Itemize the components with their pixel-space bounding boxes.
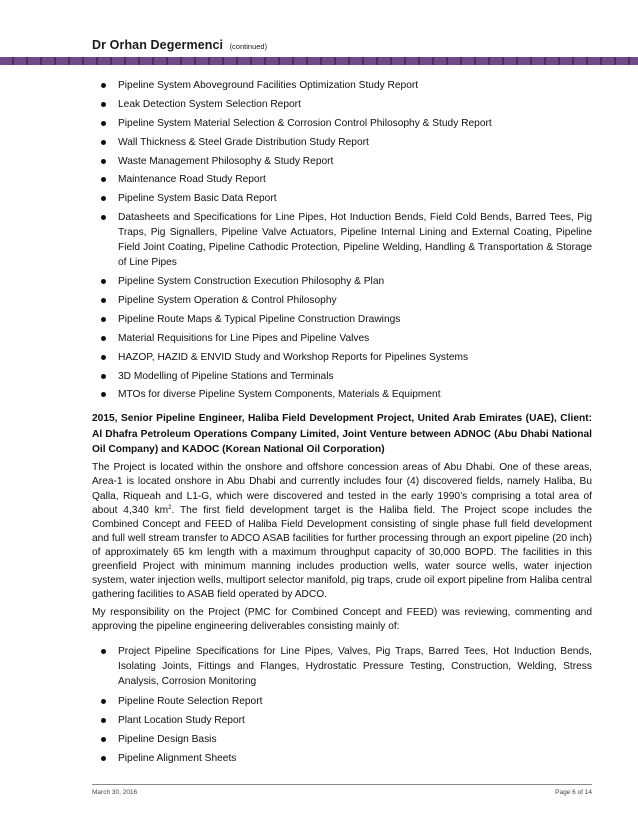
- bullet-icon: [101, 177, 106, 182]
- list-item-text: Pipeline System Construction Execution Philosophy & Plan: [118, 276, 385, 288]
- deliverables-list-1: [92, 78, 592, 402]
- bullet-icon: [101, 374, 106, 379]
- list-item-text: Pipeline System Material Selection & Corrosion Control Philosophy & Study Report: [118, 117, 492, 129]
- list-item: [92, 116, 592, 131]
- list-item-text: Pipeline System Aboveground Facilities Optimization Study Report: [118, 80, 419, 91]
- list-item: [92, 713, 592, 728]
- bullet-icon: [101, 699, 106, 704]
- bullet-icon: [101, 756, 106, 761]
- list-item-text: Leak Detection System Selection Report: [118, 98, 301, 110]
- list-item-text: 3D Modelling of Pipeline Stations and Terminals: [118, 370, 334, 382]
- list-item: [92, 331, 592, 346]
- list-item: [92, 732, 592, 747]
- bullet-icon: [101, 718, 106, 723]
- list-item-text: Waste Management Philosophy & Study Report: [118, 155, 334, 167]
- list-item-text: MTOs for diverse Pipeline System Components, Materials & Equipment: [118, 389, 441, 401]
- superscript-unit: 2: [168, 504, 172, 511]
- bullet-icon: [101, 336, 106, 341]
- bullet-icon: [101, 196, 106, 201]
- bullet-icon: [101, 102, 106, 107]
- bullet-icon: [101, 159, 106, 164]
- list-item-text: Pipeline Route Maps & Typical Pipeline Construction Drawings: [118, 313, 401, 325]
- list-item: [92, 191, 592, 206]
- bullet-icon: [101, 140, 106, 145]
- bullet-icon: [101, 279, 106, 284]
- list-item: [92, 369, 592, 384]
- list-item-text: Plant Location Study Report: [118, 714, 245, 726]
- list-item-text: Pipeline Design Basis: [118, 734, 217, 746]
- list-item: [92, 350, 592, 365]
- project-description: [92, 461, 592, 602]
- bullet-icon: [101, 355, 106, 360]
- list-item-text: Wall Thickness & Steel Grade Distribution Study Report: [118, 136, 369, 148]
- list-item-text: Material Requisitions for Line Pipes and Pipeline Valves: [118, 332, 370, 344]
- list-item: [92, 210, 592, 270]
- list-item: [92, 172, 592, 187]
- header-name: Dr Orhan Degermenci: [92, 38, 224, 52]
- bullet-icon: [101, 392, 106, 397]
- list-item-text: Maintenance Road Study Report: [118, 174, 266, 186]
- page-header: [92, 36, 592, 52]
- deliverables-list-2: [92, 644, 592, 766]
- page-content: [92, 78, 592, 770]
- responsibility-statement: My responsibility on the Project (PMC for Combined Concept and FEED) was reviewing, commenting and approving the pipeline engineering deliverables consisting mainly of:: [92, 607, 592, 633]
- list-item: [92, 135, 592, 150]
- bullet-icon: [101, 737, 106, 742]
- list-item: [92, 387, 592, 402]
- list-item: [92, 312, 592, 327]
- footer-date: March 30, 2016: [92, 789, 138, 796]
- list-item-text: Pipeline Alignment Sheets: [118, 753, 237, 765]
- bullet-icon: [101, 317, 106, 322]
- list-item: [92, 644, 592, 689]
- bullet-icon: [101, 298, 106, 303]
- list-item: [92, 274, 592, 289]
- list-item: [92, 154, 592, 169]
- list-item-text: Datasheets and Specifications for Line Pipes, Hot Induction Bends, Field Cold Bends, Barred Tees, Pig Traps, Pig Signallers, Pipeline Valve Actuators, Pipeline Internal Lining and External Coating, Pipeline Field Joint Coating, Pipeline Cathodic Protection, Pipeline Welding, Handling & Transportation & Storage of Line Pipes: [118, 212, 592, 269]
- bullet-icon: [101, 121, 106, 126]
- list-item-text: Pipeline System Operation & Control Philosophy: [118, 295, 337, 307]
- experience-heading: 2015, Senior Pipeline Engineer, Haliba Field Development Project, United Arab Emirates (UAE), Client: Al Dhafra Petroleum Operations Company Limited, Joint Venture between ADNOC (Abu Dhabi National Oil Company) and KADOC (Korean National Oil Corporation): [92, 413, 592, 456]
- footer-page-number: Page 6 of 14: [555, 789, 592, 796]
- bullet-icon: [101, 215, 106, 220]
- bullet-icon: [101, 649, 106, 654]
- project-description-part-2: . The first field development target is the Haliba field. The Project scope includes the Combined Concept and FEED of Haliba Field Development consisting of single phase full field development and full well stream transfer to ADCO ASAB facilities for further processing through an export pipeline (20 inch) of approximately 65 km length with a maximum throughput capacity of 30,000 BOPD. The facilities in this greenfield Project with minimum manning includes production wells, water source wells, water injection system, water injection wells, multiport selector manifold, pig traps, crude oil export pipeline from Haliba central gathering facilities to ASAB field operated by ADCO.: [92, 504, 592, 601]
- list-item: [92, 97, 592, 112]
- list-item-text: Pipeline System Basic Data Report: [118, 193, 277, 205]
- list-item: [92, 751, 592, 766]
- page-footer: [92, 784, 592, 796]
- list-item: [92, 694, 592, 709]
- bullet-icon: [101, 83, 106, 88]
- list-item: [92, 78, 592, 93]
- list-item-text: HAZOP, HAZID & ENVID Study and Workshop Reports for Pipelines Systems: [118, 351, 469, 363]
- project-description-part-1: The Project is located within the onshore and offshore concession areas of Abu Dhabi. One of these areas, Area-1 is located onshore in Abu Dhabi and currently includes four (4) discovered fields, namely Haliba, Bu Qalla, Riqueah and L1-G, which were discovered and tested in the early 1990’s comprising a total area of about 4,340 km: [92, 462, 592, 516]
- list-item-text: Pipeline Route Selection Report: [118, 695, 263, 707]
- list-item: [92, 293, 592, 308]
- header-rule: [0, 57, 638, 65]
- list-item-text: Project Pipeline Specifications for Line Pipes, Valves, Pig Traps, Barred Tees, Hot Induction Bends, Isolating Joints, Fittings and Flanges, Hydrostatic Pressure Testing, Construction, Welding, Stress Analysis, Corrosion Monitoring: [118, 646, 592, 688]
- header-subtitle: (continued): [229, 42, 268, 51]
